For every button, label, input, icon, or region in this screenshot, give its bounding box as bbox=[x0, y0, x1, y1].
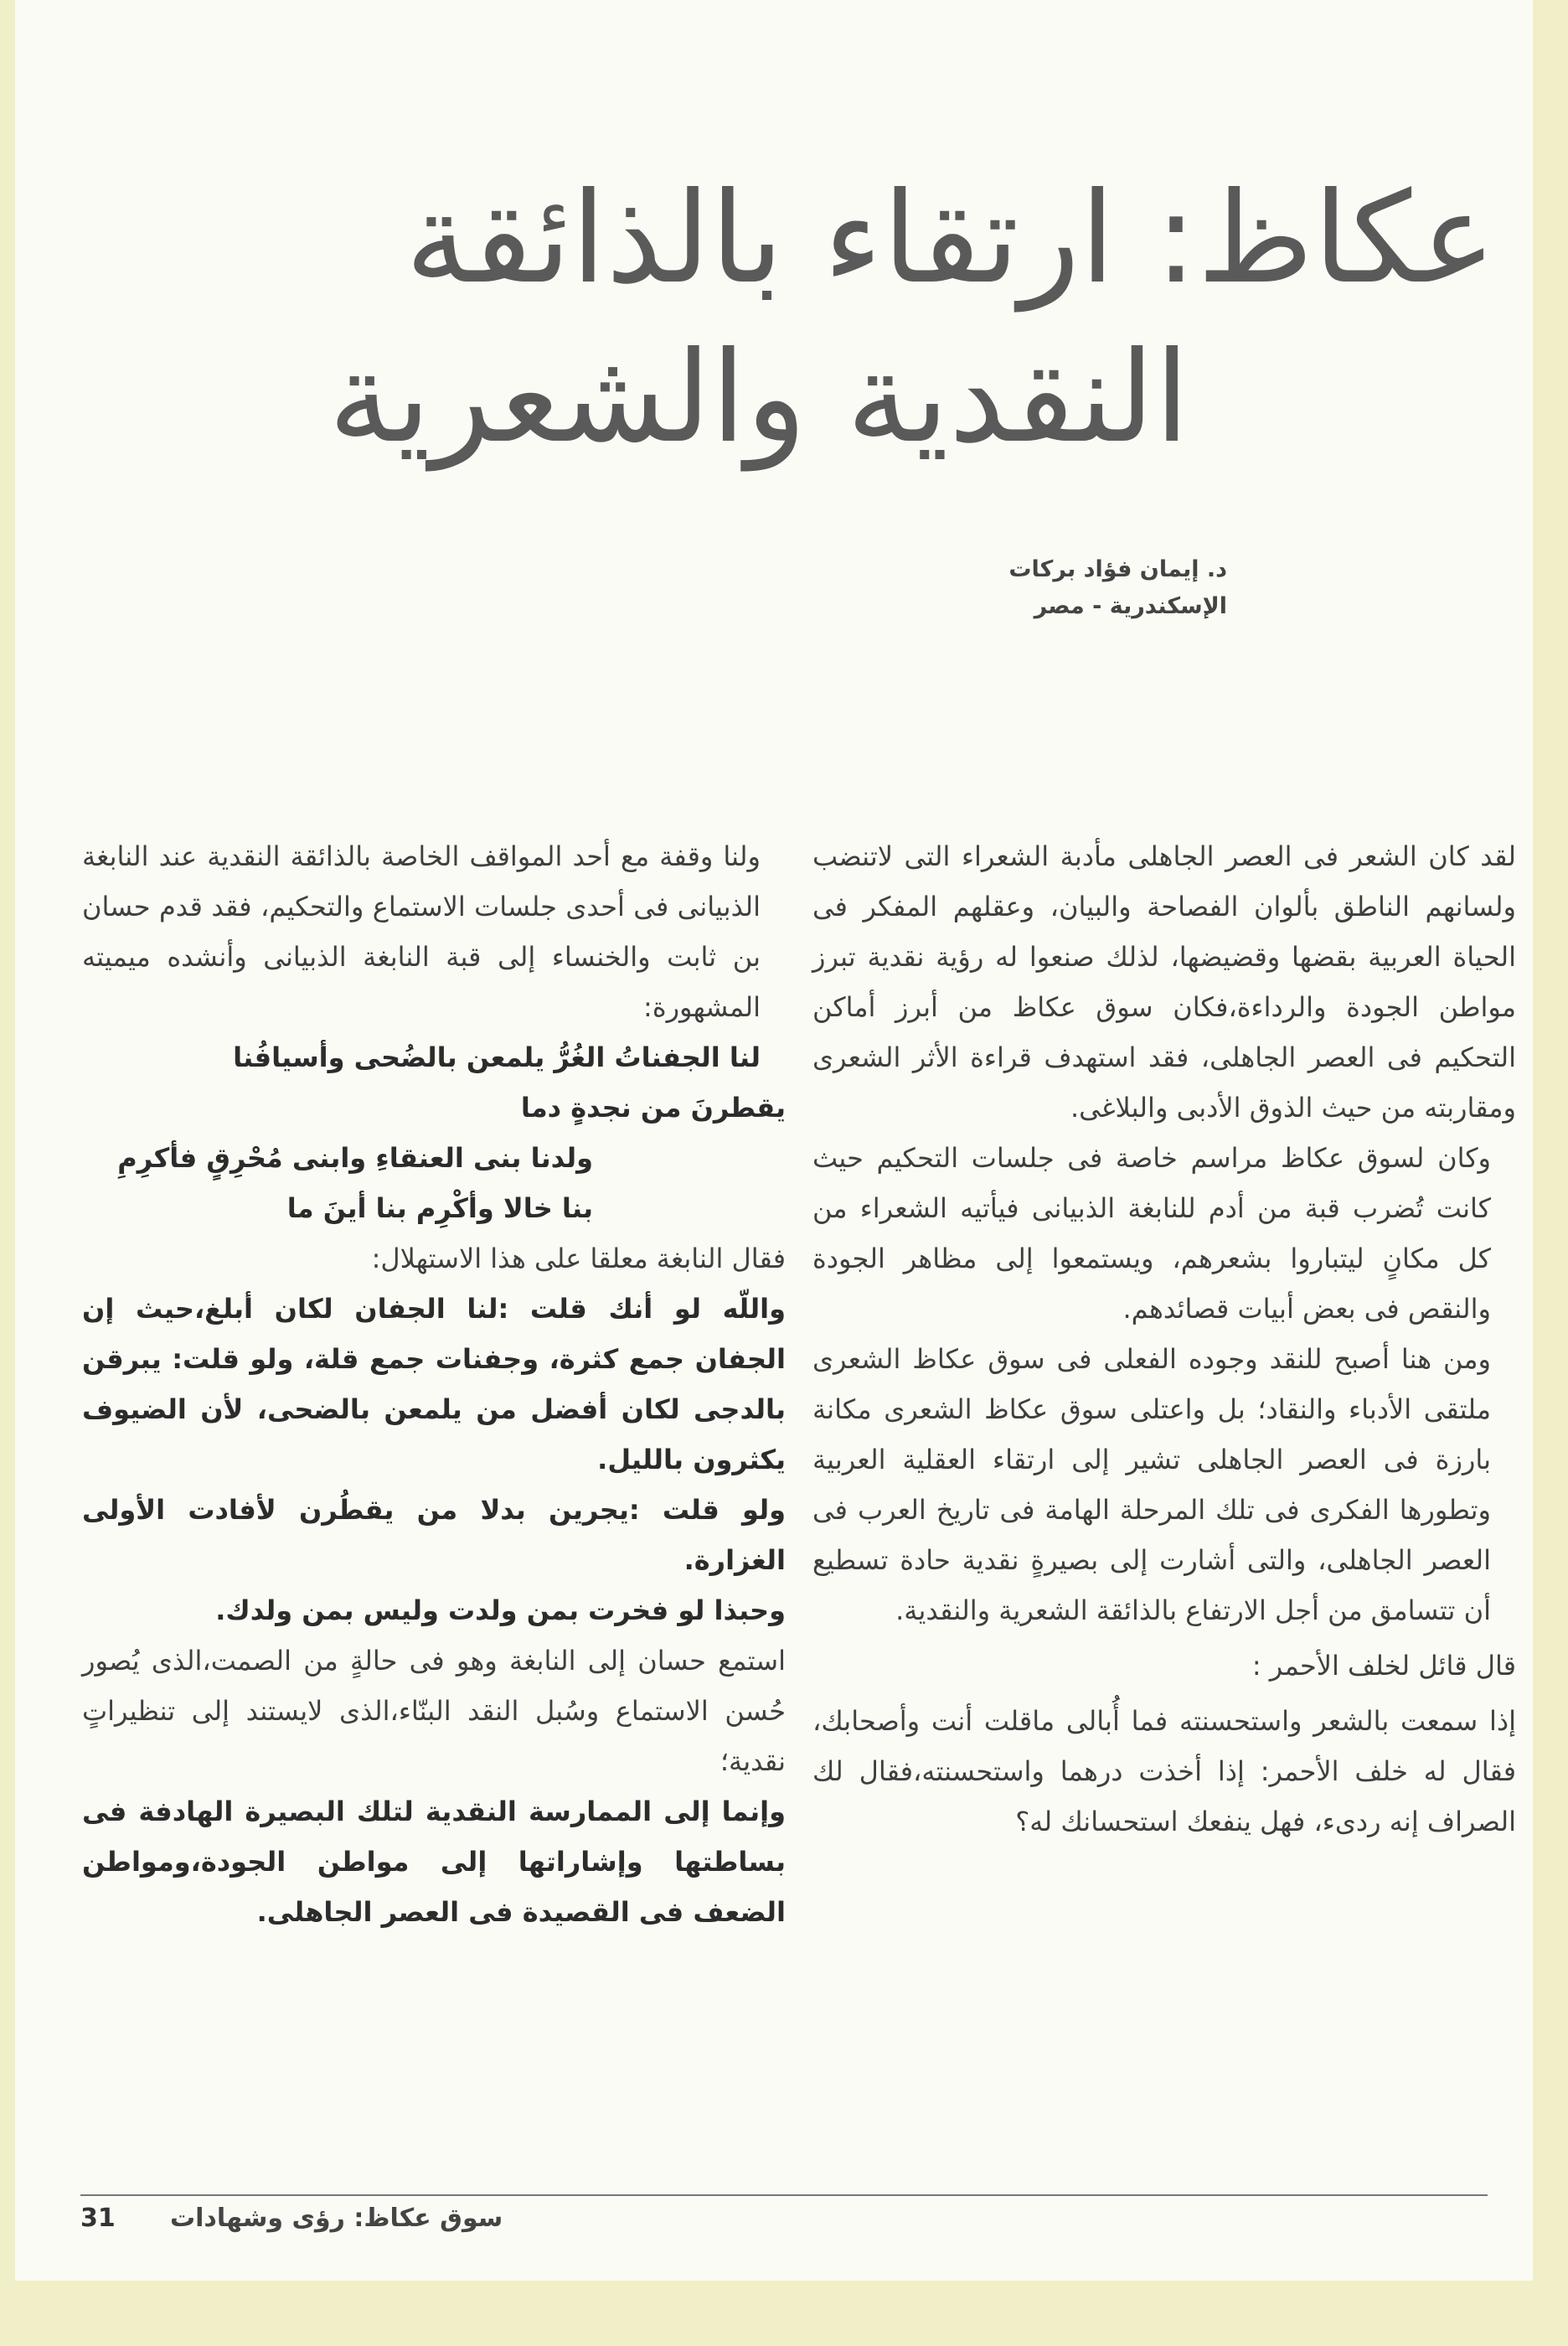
right-column bbox=[812, 831, 1516, 1847]
paragraph: ولنا وقفة مع أحد المواقف الخاصة بالذائقة النقدية عند النابغة الذبيانى فى أحدى جلسات الاستماع والتحكيم، فقد قدم حسان بن ثابت والخنساء إلى قبة النابغة الذبيانى وأنشده ميميته المشهورة: bbox=[82, 840, 761, 1023]
paragraph: ومن هنا أصبح للنقد وجوده الفعلى فى سوق عكاظ الشعرى ملتقى الأدباء والنقاد؛ بل واعتلى سوق عكاظ الشعرى مكانة بارزة فى العصر الجاهلى تشير إلى ارتقاء العقلية العربية وتطورها الفكرى فى تلك المرحلة الهامة فى تاريخ العرب فى العصر الجاهلى، والتى أشارت إلى بصيرةٍ نقدية حادة تسطيع أن تتسامق من أجل الارتفاع بالذائقة الشعرية والنقدية. bbox=[812, 1343, 1491, 1626]
left-column bbox=[82, 831, 786, 1937]
quote-paragraph: إذا سمعت بالشعر واستحسنته فما أُبالى ماقلت أنت وأصحابك، فقال له خلف الأحمر: إذا أخذت درهما واستحسنته،فقال لك الصراف إنه ردىء، فهل ينفعك استحسانك له؟ bbox=[812, 1705, 1516, 1837]
verse-line: يقطرنَ من نجدةٍ دما bbox=[520, 1092, 786, 1124]
author-location: الإسكندرية - مصر bbox=[1034, 593, 1227, 619]
page bbox=[15, 0, 1533, 2281]
paragraph: استمع حسان إلى النابغة وهو فى حالةٍ من الصمت،الذى يُصور حُسن الاستماع وسُبل النقد البنّاء،الذى لايستند إلى تنظيراتٍ نقدية؛ bbox=[82, 1645, 786, 1777]
footer-rule bbox=[80, 2194, 1488, 2196]
paragraph: لقد كان الشعر فى العصر الجاهلى مأدبة الشعراء التى لاتنضب ولسانهم الناطق بألوان الفصاحة والبيان، وعقلهم المفكر فى الحياة العربية بقضها وقضيضها، لذلك صنعوا له رؤية نقدية تبرز مواطن الجودة والرداءة،فكان سوق عكاظ من أبرز أماكن التحكيم فى العصر الجاهلى، فقد استهدف قراءة الأثر الشعرى ومقاربته من حيث الذوق الأدبى والبلاغى. bbox=[812, 840, 1516, 1124]
verse-line: ولدنا بنى العنقاءِ وابنى مُحْرِقٍ فأكرِمِ bbox=[117, 1142, 593, 1174]
author-name: د. إيمان فؤاد بركات bbox=[1008, 556, 1227, 582]
bold-paragraph: وحبذا لو فخرت بمن ولدت وليس بمن ولدك. bbox=[215, 1594, 786, 1626]
verse-line: بنا خالا وأكْرِم بنا أينَ ما bbox=[286, 1192, 593, 1224]
page-number: 31 bbox=[80, 2204, 116, 2233]
bold-paragraph: واللّه لو أنك قلت :لنا الجفان لكان أبلغ،حيث إن الجفان جمع كثرة، وجفنات جمع قلة، ولو قلت: يبرقن بالدجى لكان أفضل من يلمعن بالضحى، لأن الضيوف يكثرون بالليل. bbox=[82, 1293, 786, 1475]
paragraph: فقال النابغة معلقا على هذا الاستهلال: bbox=[371, 1243, 786, 1274]
title-line-1: عكاظ: ارتقاء بالذائقة bbox=[405, 166, 1496, 312]
title-line-2: النقدية والشعرية bbox=[328, 325, 1189, 471]
verse-line: لنا الجفناتُ الغُرُّ يلمعن بالضُحى وأسيافُنا bbox=[233, 1041, 761, 1073]
author-block bbox=[1008, 551, 1227, 625]
footer-publication: سوق عكاظ: رؤى وشهادات bbox=[170, 2204, 503, 2233]
paragraph: وكان لسوق عكاظ مراسم خاصة فى جلسات التحكيم حيث كانت تُضرب قبة من أدم للنابغة الذبيانى فيأتيه الشعراء من كل مكانٍ ليتباروا بشعرهم، ويستمعوا إلى مظاهر الجودة والنقص فى بعض أبيات قصائدهم. bbox=[812, 1142, 1491, 1325]
quote-intro: قال قائل لخلف الأحمر : bbox=[1251, 1650, 1516, 1682]
bold-paragraph: ولو قلت :يجرين بدلا من يقطُرن لأفادت الأولى الغزارة. bbox=[82, 1494, 786, 1576]
bold-paragraph: وإنما إلى الممارسة النقدية لتلك البصيرة الهادفة فى بساطتها وإشاراتها إلى مواطن الجودة،ومواطن الضعف فى القصيدة فى العصر الجاهلى. bbox=[82, 1796, 786, 1928]
